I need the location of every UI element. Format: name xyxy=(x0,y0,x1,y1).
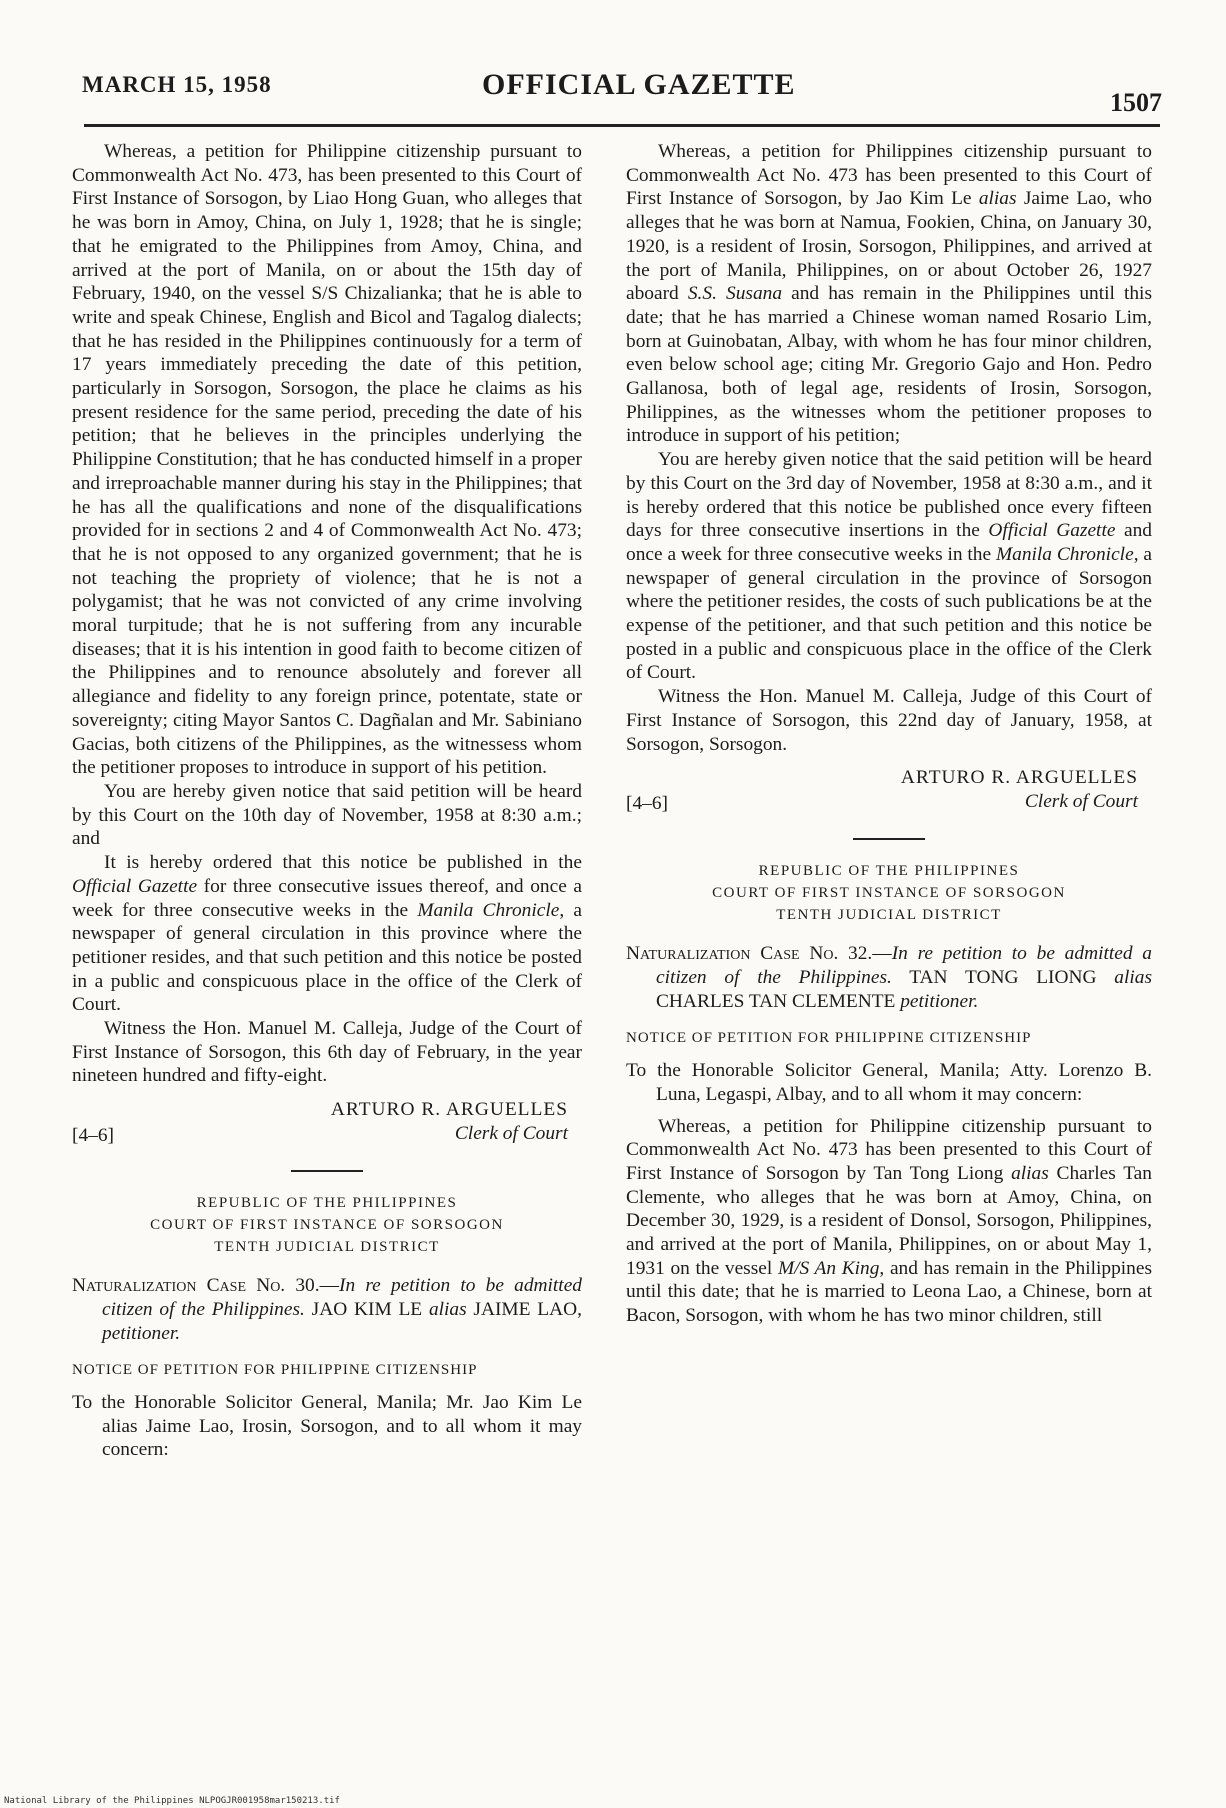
vessel-name: M/S An King xyxy=(777,1257,880,1279)
petitioner-name: JAO KIM LE xyxy=(304,1298,429,1320)
alias-word: alias xyxy=(1011,1162,1049,1184)
case-caption xyxy=(72,1274,582,1345)
notice-text: and once a week for three consecutive weeks in the xyxy=(626,520,1152,565)
petition-paragraph xyxy=(626,1115,1152,1328)
clerk-title: Clerk of Court xyxy=(1024,791,1138,813)
clerk-name: ARTURO R. ARGUELLES xyxy=(330,1099,568,1121)
court-line: COURT OF FIRST INSTANCE OF SORSOGON xyxy=(712,885,1066,902)
vessel-name: S.S. Susana xyxy=(687,283,783,305)
publication-name: Manila Chronicle xyxy=(995,543,1134,565)
case-dash: — xyxy=(319,1275,339,1297)
case-dash: — xyxy=(872,943,892,965)
section-divider xyxy=(291,1170,363,1172)
petition-text: and has remain in the Philippines until this date; that he has married a Chinese woman named Rosario Lim, born at Guinobatan, Albay, with whom he has four minor children, even below school age; citing Mr. Gregorio Gajo and Hon. Pedro Gallanosa, both of legal age, residents of Irosin, Sorsogon, Philippines, as the witnesses whom the petitioner proposes to introduce in support of his petition; xyxy=(626,283,1152,447)
publication-name: Manila Chronicle xyxy=(417,899,560,921)
notice-text: You are hereby given notice that the said petition will be heard by this Court on the 3rd day of November, 1958 at 8:30 a.m., and it is hereby ordered that this notice be published once every fifteen days for three consecutive insertions in the xyxy=(626,449,1152,542)
insertion-code: [4–6] xyxy=(72,1125,115,1147)
notice-title: NOTICE OF PETITION FOR PHILIPPINE CITIZENSHIP xyxy=(626,1030,1032,1047)
signature-block xyxy=(72,1098,582,1152)
case-number: Naturalization Case No. 32. xyxy=(626,943,873,965)
petition-text: Charles Tan Clemente, who alleges that he was born at Amoy, China, on December 30, 1929, is a resident of Donsol, Sorsogon, Philippines, and arrived at the port of Manila, Philippines, on or about May 1, 1931 on the vessel xyxy=(626,1162,1152,1279)
petitioner-alias: JAIME LAO, xyxy=(466,1298,582,1320)
header-rule xyxy=(84,124,1160,127)
clerk-title: Clerk of Court xyxy=(454,1123,568,1145)
petition-text: , and has remain in the Philippines until this date; that he is married to Leona Lao, a Chinese, born at Bacon, Sorsogon, with whom he has two minor children, still xyxy=(626,1257,1153,1327)
court-heading xyxy=(72,1192,582,1258)
case-subject: In re petition to be admitted citizen of the Philippines. xyxy=(102,1275,583,1320)
petitioner-name: TAN TONG LIONG xyxy=(891,966,1115,988)
petitioner-role: petitioner. xyxy=(895,990,979,1012)
notice-text: , a newspaper of general circulation in the province of Sorsogon where the petitioner resides, the costs of such publications be at the expense of the petitioner, and that such petition and this notice be posted in a public and conspicuous place in the office of the Clerk of Court. xyxy=(626,543,1152,684)
court-line: COURT OF FIRST INSTANCE OF SORSOGON xyxy=(150,1217,504,1234)
witness-paragraph: Witness the Hon. Manuel M. Calleja, Judge of the Court of First Instance of Sorsogon, this 6th day of February, in the year nineteen hundred and fifty-eight. xyxy=(72,1018,582,1087)
petition-paragraph xyxy=(626,140,1152,448)
scan-footer: National Library of the Philippines NLPOGJR001958mar150213.tif xyxy=(4,1796,340,1806)
court-line: REPUBLIC OF THE PHILIPPINES xyxy=(196,1195,458,1212)
hearing-notice-paragraph: You are hereby given notice that said petition will be heard by this Court on the 10th day of November, 1958 at 8:30 a.m.; and xyxy=(72,780,582,850)
address-line: To the Honorable Solicitor General, Manila; Atty. Lorenzo B. Luna, Legaspi, Albay, and to all whom it may concern: xyxy=(626,1060,1152,1105)
issue-date: MARCH 15, 1958 xyxy=(82,72,272,97)
court-heading xyxy=(626,860,1152,926)
publication-name: Official Gazette xyxy=(72,875,198,897)
address-line: To the Honorable Solicitor General, Manila; Mr. Jao Kim Le alias Jaime Lao, Irosin, Sorsogon, and to all whom it may concern: xyxy=(72,1391,582,1461)
petition-text: Whereas, a petition for Philippine citizenship pursuant to Commonwealth Act No. 473 has been presented to this Court of First Instance of Sorsogon by Tan Tong Liong xyxy=(626,1115,1152,1184)
insertion-code: [4–6] xyxy=(626,793,669,815)
publication-title: OFFICIAL GAZETTE xyxy=(482,68,796,101)
order-text: for three consecutive issues thereof, and once a week for three consecutive weeks in the xyxy=(72,875,582,921)
alias-word: alias xyxy=(978,188,1017,210)
clerk-name: ARTURO R. ARGUELLES xyxy=(900,767,1138,789)
page-number: 1507 xyxy=(1110,88,1162,117)
case-number: Naturalization Case No. 30. xyxy=(72,1275,320,1297)
publication-name: Official Gazette xyxy=(988,520,1116,542)
signature-block xyxy=(626,766,1152,820)
order-text: It is hereby ordered that this notice be published in the xyxy=(104,852,582,874)
petition-paragraph: Whereas, a petition for Philippine citizenship pursuant to Commonwealth Act No. 473, has been presented to this Court of First Instance of Sorsogon, by Liao Hong Guan, who alleges that he was born in Amoy, China, on July 1, 1928; that he is single; that he emigrated to the Philippines from Amoy, China, and arrived at the port of Manila, on or about the 15th day of February, 1940, on the vessel S/S Chizalianka; that he is able to write and speak Chinese, English and Bicol and Tagalog dialects; that he has resided in the Philippines continuously for a term of 17 years immediately preceding the date of this petition, particularly in Sorsogon, Sorsogon, the place he claims as his present residence for the same period, preceding the date of his petition; that he believes in the principles underlying the Philippine Constitution; that he has conducted himself in a proper and irreproachable manner during his stay in the Philippines; that he has all the qualifications and none of the disqualifications provided for in sections 2 and 4 of Commonwealth Act No. 473; that he is not opposed to any organized government; that he is not teaching the propriety of violence; that he is not a polygamist; that he was not convicted of any crime involving moral turpitude; that he is not suffering from any incurable diseases; that it is his intention in good faith to become citizen of the Philippines and to renounce absolutely and forever all allegiance and fidelity to any foreign prince, potentate, state or sovereignty; citing Mayor Santos C. Dagñalan and Mr. Sabiniano Gacias, both citizens of the Philippines, as the witnessess whom the petitioner proposes to introduce in support of his petition. xyxy=(72,141,582,779)
alias-word: alias xyxy=(1114,966,1152,988)
hearing-notice-paragraph xyxy=(626,448,1152,685)
petition-text: Whereas, a petition for Philippines citizenship pursuant to Commonwealth Act No. 473 has been presented to this Court of First Instance of Sorsogon, by Jao Kim Le xyxy=(626,141,1152,210)
publication-order-paragraph xyxy=(72,851,582,1017)
witness-paragraph: Witness the Hon. Manuel M. Calleja, Judge of this Court of First Instance of Sorsogon, this 22nd day of January, 1958, at Sorsogon, Sorsogon. xyxy=(626,686,1152,755)
court-line: TENTH JUDICIAL DISTRICT xyxy=(214,1239,440,1256)
section-divider xyxy=(853,838,925,840)
court-line: REPUBLIC OF THE PHILIPPINES xyxy=(758,863,1020,880)
page-header xyxy=(82,68,1162,118)
court-line: TENTH JUDICIAL DISTRICT xyxy=(776,907,1002,924)
notice-title: NOTICE OF PETITION FOR PHILIPPINE CITIZENSHIP xyxy=(72,1362,478,1379)
petitioner-alias: CHARLES TAN CLEMENTE xyxy=(656,990,896,1012)
right-column xyxy=(626,140,1152,1328)
petitioner-role: petitioner. xyxy=(102,1322,181,1344)
alias-word: alias xyxy=(428,1298,467,1320)
left-column xyxy=(72,140,582,1462)
case-subject: In re petition to be admitted a citizen of the Philippines. xyxy=(656,943,1152,988)
order-text: , a newspaper of general circulation in this province where the petitioner resides, and that such petition and this notice be posted in a public and conspicuous place in the office of the Clerk of Court. xyxy=(72,899,582,1016)
petition-text: Jaime Lao, who alleges that he was born at Namua, Fookien, China, on January 30, 1920, is a resident of Irosin, Sorsogon, Philippines, and arrived at the port of Manila, Philippines, on or about October 26, 1927 aboard xyxy=(626,188,1152,305)
case-caption xyxy=(626,942,1152,1013)
